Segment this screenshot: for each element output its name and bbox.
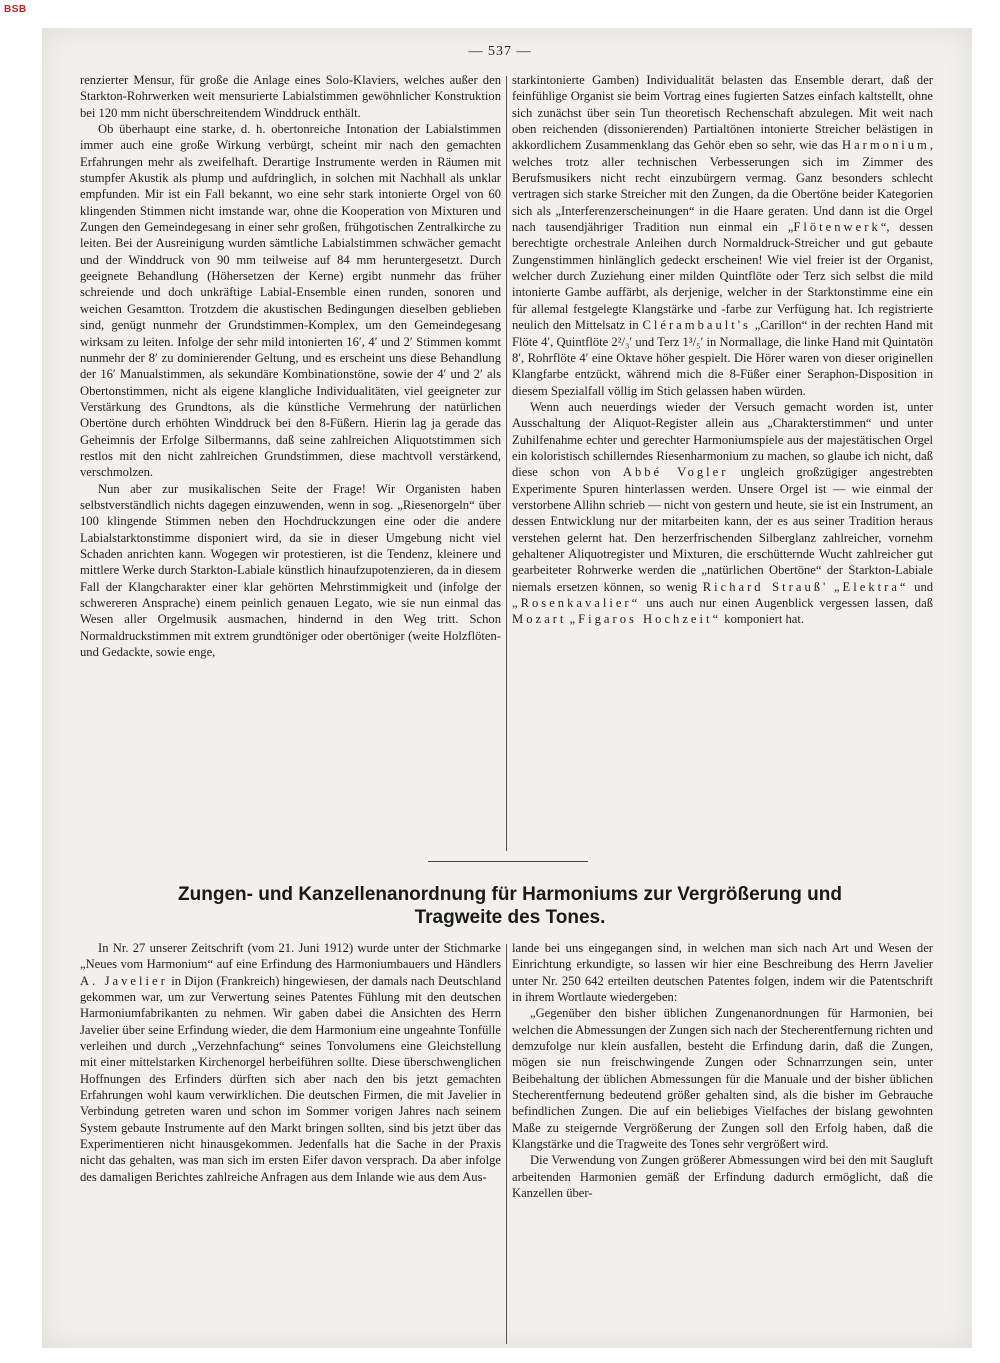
spaced-name: A. Javelier <box>80 973 168 988</box>
paragraph: renzierter Mensur, für große die Anlage eines Solo-Klaviers, welches außer den Starkton-Rohrwerken weit mensurierte Labialstimmen gewöhnlicher Konstruktion bei 120 mm nicht überschreitendem Winddruck enthält. <box>80 73 501 120</box>
spaced-title: „Elektra“ <box>833 579 909 594</box>
article-heading <box>80 883 940 929</box>
column-divider <box>506 944 507 1344</box>
spaced-title: „Figaros Hochzeit“ <box>569 612 722 627</box>
library-watermark: BSB <box>4 4 27 15</box>
paragraph: „Gegenüber den bisher üblichen Zungenanordnungen für Harmonien, bei welchen die Abmessungen der Zungen sich nach der Stecherentfernung richten und demzufolge nur klein ausfallen, besteht die Erfindung darin, daß die Zungen, mögen sie nun freischwingende Zungen oder Schnarrzungen sein, unter Beibehaltung der üblichen Abmessungen für die Manuale und der bisher üblichen Stecherentfernung bedeutend größer gehalten sind, als die bisher im Gebrauche befindlichen Zungen. Die auf ein beliebiges Vielfaches der bislang gewohnten Maße zu steigernde Vergrößerung der Zungen soll den Erfolg haben, daß die Klangstärke und die Tragweite des Tones sehr vergrößert wird. <box>512 1006 933 1152</box>
paragraph: Nun aber zur musikalischen Seite der Frage! Wir Organisten haben selbstverständlich nichts dagegen einzuwenden, wenn in sog. „Riesenorgeln“ über 100 klingende Stimmen neben den Hochdruckzungen eine oder die andere Labialstarktonstimme disponiert wird, da sie in dieser Umgebung nicht viel Schaden anrichten kann. Wogegen wir protestieren, ist die Tendenz, kleinere und mittlere Werke durch Starkton-Labiale künstlich hinaufzupotenzieren, da in diesem Fall der Klangcharakter einer klar gehörten Mehrstimmigkeit und (infolge der schwereren Ansprache) einem peinlich genauen Legato, wie sie nun einmal das Wesen aller Orgelmusik ausmachen, hindernd in den Weg tritt. Schon Normaldruckstimmen mit extrem grundtöniger oder obertöniger (weite Holzflöten- und Gedackte, sowie enge, <box>80 481 501 660</box>
spaced-name: Mozart <box>512 612 567 627</box>
paragraph: Die Verwendung von Zungen größerer Abmessungen wird bei den mit Saugluft arbeitenden Harmonien gemäß der Erfindung dadurch ermöglicht, daß die Kanzellen über- <box>512 1153 933 1201</box>
column-top-right <box>512 72 933 852</box>
heading-line: Tragweite des Tones. <box>414 907 606 928</box>
column-bottom-right <box>512 940 933 1345</box>
section-separator <box>428 861 588 862</box>
column-bottom-left <box>80 940 501 1345</box>
heading-line: Zungen- und Kanzellenanordnung für Harmoniums zur Vergrößerung und <box>178 884 842 905</box>
spaced-title: „Rosenkavalier“ <box>512 596 641 610</box>
column-top-left <box>80 72 501 852</box>
column-divider <box>506 76 507 851</box>
spaced-name: Richard Strauß' <box>702 579 829 594</box>
paragraph: starkintonierte Gamben) Individualität belasten das Ensemble derart, daß der feinfühlige Organist sie beim Vortrag eines fugierten Satzes einfach kaltstellt, ohne sich zunächst über sein Tun theoretisch Rechenschaft abzulegen. Mit weit nach oben reichenden (dissonierenden) Partialtönen intonierte Streicher belästigen in akkordlichem Zusammenklang das Gehör eben so sehr, wie das Harmonium, welches trotz aller technischen Verbesserungen sich im Zimmer des Berufsmusikers nicht recht einzubürgern vermag. Ganz besonders schlecht vertragen sich starke Streicher mit den Zungen, da die Obertöne beider Kategorien sich als „Interferenzerscheinungen“ in die Haare geraten. Und dann ist die Orgel nach tausendjähriger Tradition nun einmal ein „Flötenwerk“, dessen berechtigte orchestrale Anleihen durch Normaldruck-Streicher und gut gebaute Zungenstimmen hinlänglich gedeckt erscheinen! Wie viel freier ist der Organist, welcher durch Zuziehung einer milden Quintflöte oder Terz sich selbst die mild intonierte Gambe auffärbt, als derjenige, welcher in der Starktonstimme eine ein für allemal festgelegte Klangstärke und -farbe zur Verfügung hat. Ich registrierte neulich den Mittelsatz in Clérambault's „Carillon“ in der rechten Hand mit Flöte 4′, Quintflöte 2²/₃′ und Terz 1³/₅′ in Normallage, die linke Hand mit Quintatön 8′, Rohrflöte 4′ eine Oktave höher gespielt. Die Hörer waren von dieser originellen Klangfarbe entzückt, während mich die 8-Füßer einer Seraphon-Disposition in diesem Spezialfall völlig im Stich gelassen haben würden. <box>512 73 933 398</box>
spaced-name: Clérambault's <box>642 318 751 333</box>
paragraph: lande bei uns eingegangen sind, in welchen man sich nach Art und Wesen der Einrichtung erkundigte, so lassen wir hier eine Beschreibung des Herrn Javelier unter Nr. 250 642 erteilten deutschen Patentes folgen, indem wir die Patentschrift in ihrem Wortlaute wiedergeben: <box>512 941 933 1005</box>
spaced-name: Abbé Vogler <box>622 465 729 480</box>
paragraph: In Nr. 27 unserer Zeitschrift (vom 21. Juni 1912) wurde unter der Stichmarke „Neues vom Harmonium“ auf eine Erfindung des Harmoniumbauers und Händlers A. Javelier in Dijon (Frankreich) hingewiesen, der damals nach Deutschland gekommen war, um zur Verwertung seines Patentes Fühlung mit den deutschen Harmoniumfabrikanten zu nehmen. Wir gaben dabei die Ansichten des Herrn Javelier über seine Erfindung wieder, die dem Harmonium eine ungeahnte Tonfülle verleihen und durch „Verzehnfachung“ seines Tonvolumens eine Gleichstellung mit einer mittelstarken Kirchenorgel herbeiführen sollte. Diese überschwenglichen Hoffnungen des Erfinders dürften sich aber nach den bis jetzt gemachten Erfahrungen wohl kaum verwirklichen. Die deutschen Firmen, die mit Javelier in Verbindung getreten waren und schon im Sommer vorigen Jahres nach seinem System gebaute Instrumente auf den Markt bringen sollten, sind bis jetzt über das Experimentieren nicht hinausgekommen. Jedenfalls hat die Sache in der Praxis nicht das gehalten, was man sich im ersten Eifer davon versprach. Da aber infolge des damaligen Berichtes zahlreiche Anfragen aus dem Inlande wie aus dem Aus- <box>80 941 501 1184</box>
paragraph: Wenn auch neuerdings wieder der Versuch gemacht worden ist, unter Ausschaltung der Aliquot-Register allein aus „Charakterstimmen“ und unter Zuhilfenahme echter und gerechter Harmoniumspiele aus der majestätischen Orgel ein koloristisch schillerndes Riesenharmonium zu machen, so glaube ich nicht, daß diese schon von Abbé Vogler ungleich großzügiger angestrebten Experimente Spuren hinterlassen werden. Unsere Orgel ist — wie einmal der verstorbene Allihn schrieb — nicht von gestern und heute, sie ist ein Instrument, an dessen Entwicklung nur der mitarbeiten kann, der es aus seiner Tradition heraus verstehen gelernt hat. Den herzerfrischenden Silberglanz zahlreicher, vornehm gehaltener Aliquotregister und Mixturen, die erschütternde Wucht zahlreicher gut gearbeiteter Rohrwerke werden die „natürlichen Obertöne“ der Starkton-Labiale niemals ersetzen können, so wenig Richard Strauß' „Elektra“ und „Rosenkavalier“ uns auch nur einen Augenblick vergessen lassen, daß Mozart „Figaros Hochzeit“ komponiert hat. <box>512 399 933 627</box>
spaced-term: Flötenwerk <box>793 220 881 235</box>
spaced-term: Harmonium <box>841 138 930 153</box>
paragraph: Ob überhaupt eine starke, d. h. obertonreiche Intonation der Labialstimmen immer auch eine große Wirkung verbürgt, scheint mir nach den gemachten Erfahrungen mehr als zweifelhaft. Derartige Instrumente werden in Räumen mit stumpfer Akustik als plump und aufdringlich, in solchen mit Nachhall als unklar empfunden. Mir ist ein Fall bekannt, wo eine sehr stark intonierte Orgel von 60 klingenden Stimmen nicht imstande war, ohne die Kooperation von Mixturen und Zungen den Gemeindegesang in einer sehr großen, frühgotischen Zentralkirche zu leiten. Bei der Ausreinigung wurden sämtliche Labialstimmen schwächer gemacht und der Winddruck von 90 mm teilweise auf 84 mm heruntergesetzt. Durch geeignete Behandlung (Höhersetzen der Kerne) ergibt nunmehr das früher schreiende und doch unkräftige Labial-Ensemble einen runden, sonoren und weichen Gesamtton. Trotzdem die akustischen Bedingungen dieselben geblieben sind, genügt nunmehr der Grundstimmen-Komplex, um den Gemeindegesang wirksam zu leiten. Infolge der sehr mild intonierten 16′, 4′ und 2′ Stimmen kommt nunmehr der 8′ zu dominierender Geltung, und es erscheint uns diese Behandlung der 16′ Manualstimmen, als sekundäre Kombinationstöne, sowie der 4′ und 2′ als Obertonstimmen, nicht als eigene klangliche Individualitäten, viel geeigneter zur Verstärkung des Grundtons, als die künstliche Vermehrung der natürlichen Obertöne durch erhöhten Winddruck bei den 8-Füßern. Hierin lag ja gerade das Geheimnis der Erfolge Silbermanns, daß seine zahlreichen Aliquotstimmen sich restlos mit den nicht zahlreichen Grundstimmen, diese machtvoll verstärkend, verschmolzen. <box>80 122 501 480</box>
page-number: — 537 — <box>468 44 532 59</box>
